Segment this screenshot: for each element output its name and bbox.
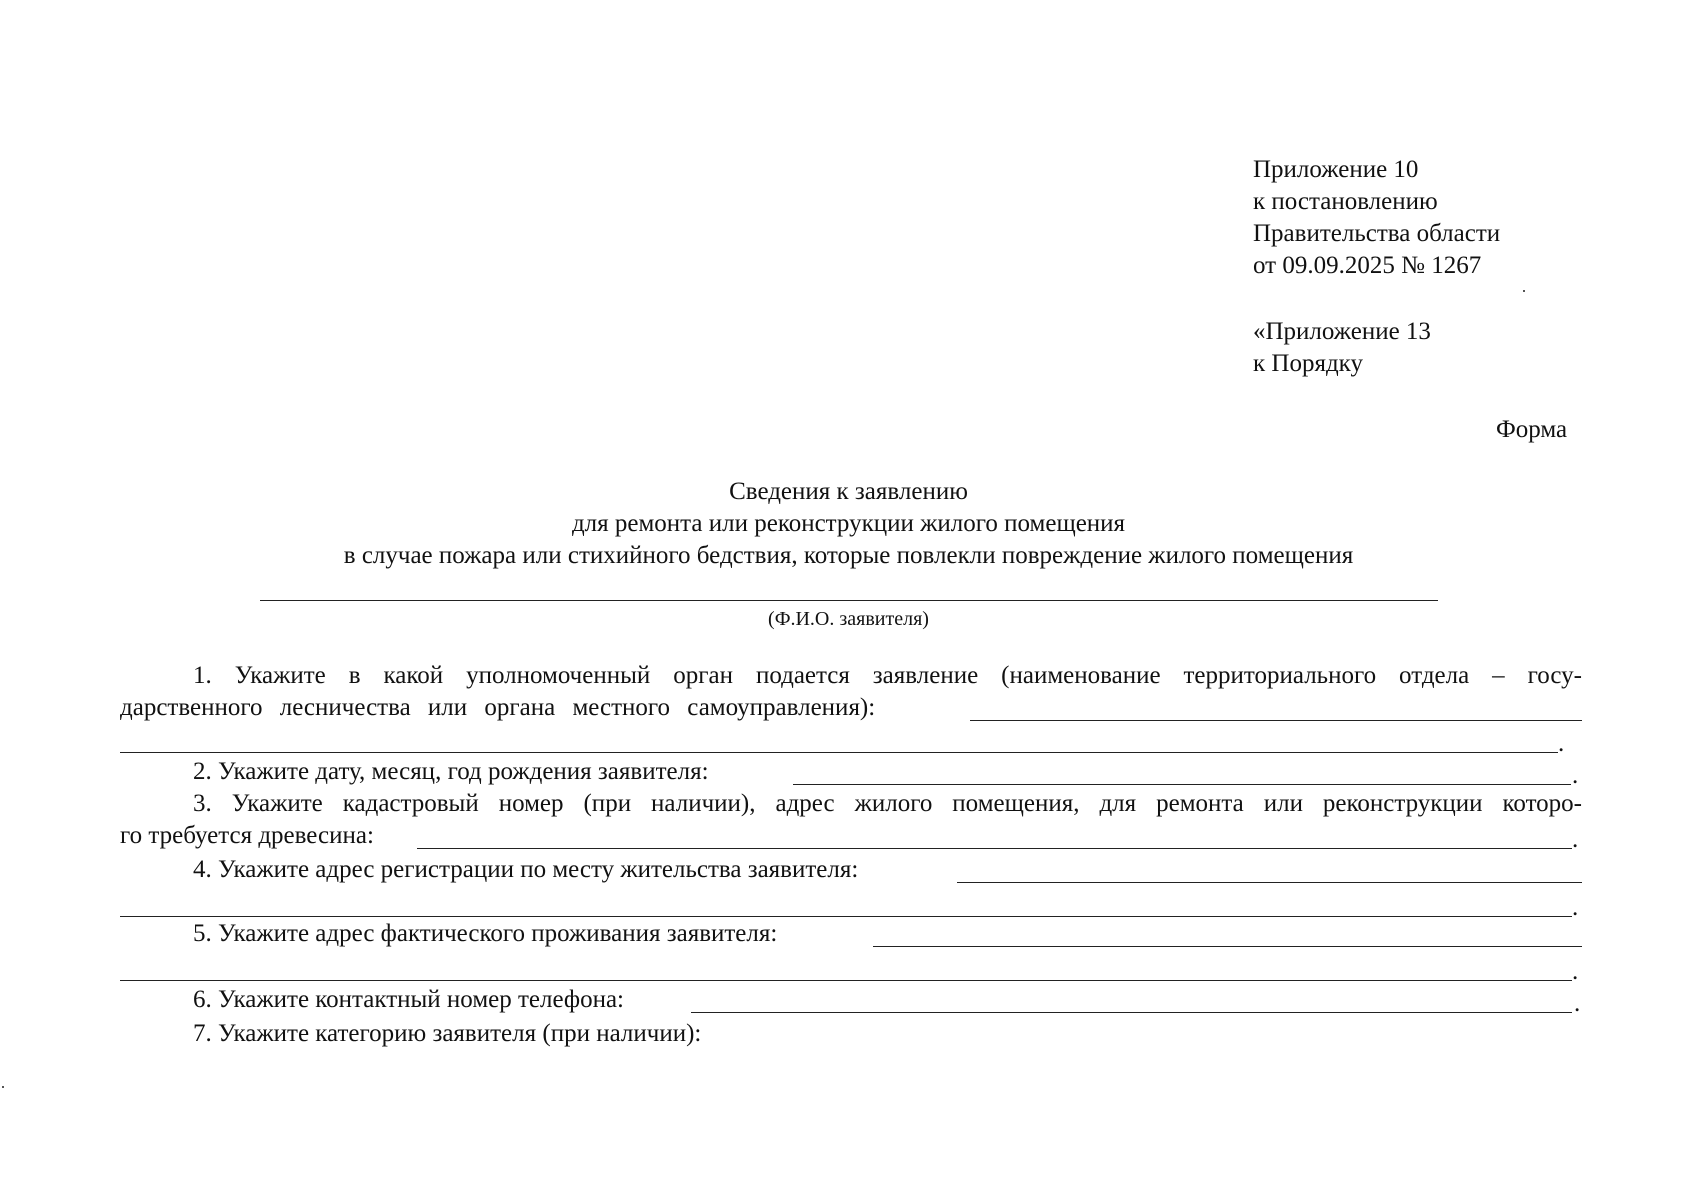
appendix-government: Правительства области [1253, 220, 1501, 247]
appendix-to-resolution: к постановлению [1253, 188, 1438, 215]
answer-5-field-b[interactable] [120, 980, 1572, 981]
answer-1-field-b[interactable] [120, 752, 1558, 753]
answer-5-field-a[interactable] [873, 946, 1582, 947]
form-label: Форма [1496, 416, 1568, 443]
appendix-to-procedure: к Порядку [1253, 350, 1363, 377]
question-1-line-1: 1. Укажите в какой уполномоченный орган подается заявление (наименование территориального отдела – госу- [193, 662, 1582, 689]
question-3-line-1: 3. Укажите кадастровый номер (при наличии), адрес жилого помещения, для ремонта или реконструкции которо- [193, 790, 1582, 817]
answer-3-field[interactable] [417, 848, 1572, 849]
applicant-name-caption: (Ф.И.О. заявителя) [768, 608, 929, 630]
period-4: . [1572, 894, 1579, 921]
period-6: . [1574, 990, 1581, 1017]
applicant-name-field[interactable] [260, 600, 1438, 601]
question-7: 7. Укажите категорию заявителя (при наличии): [193, 1020, 702, 1047]
period-5: . [1572, 958, 1579, 985]
document-title-line-2: для ремонта или реконструкции жилого помещения [571, 510, 1126, 537]
period-3: . [1572, 826, 1579, 853]
answer-2-field[interactable] [793, 784, 1571, 785]
document-title-line-3: в случае пожара или стихийного бедствия, которые повлекли повреждение жилого помещения [343, 542, 1354, 569]
question-4: 4. Укажите адрес регистрации по месту жительства заявителя: [193, 856, 859, 883]
appendix-date-number: от 09.09.2025 № 1267 [1253, 252, 1482, 279]
question-3-line-2: го требуется древесина: [120, 822, 374, 849]
question-6: 6. Укажите контактный номер телефона: [193, 986, 625, 1013]
question-1-line-2: дарственного лесничества или органа местного самоуправления): [120, 694, 876, 721]
question-5: 5. Укажите адрес фактического проживания заявителя: [193, 920, 778, 947]
appendix-13: «Приложение 13 [1253, 318, 1431, 345]
question-2: 2. Укажите дату, месяц, год рождения заявителя: [193, 758, 709, 785]
scan-speck [1523, 290, 1525, 292]
answer-6-field[interactable] [691, 1012, 1572, 1013]
period-2: . [1572, 762, 1579, 789]
scan-speck [2, 1086, 4, 1088]
document-title-line-1: Сведения к заявлению [729, 478, 968, 505]
answer-4-field-a[interactable] [957, 882, 1582, 883]
answer-4-field-b[interactable] [120, 916, 1572, 917]
answer-1-field-a[interactable] [970, 720, 1582, 721]
appendix-number: Приложение 10 [1253, 156, 1419, 183]
period-1: . [1558, 730, 1565, 757]
